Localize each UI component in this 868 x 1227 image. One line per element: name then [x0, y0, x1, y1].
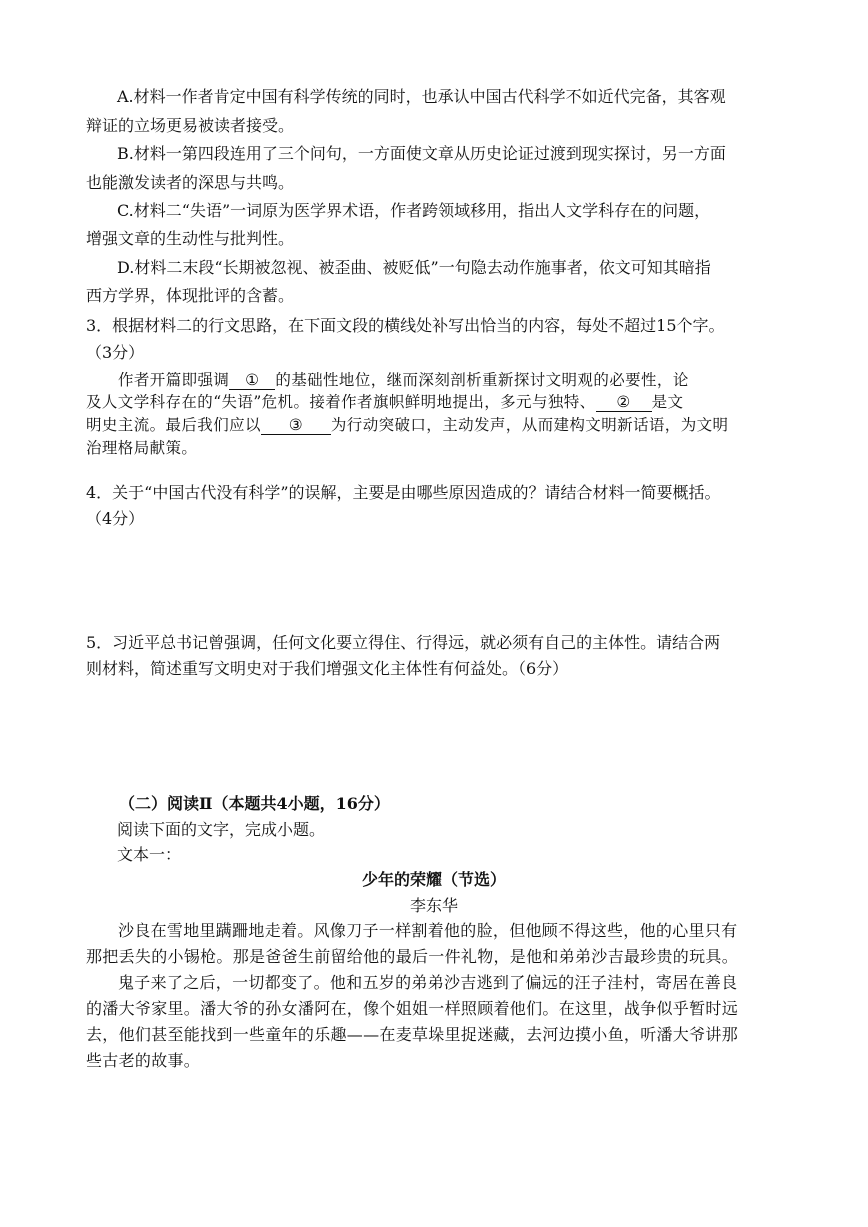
question-4-score: （4分）	[86, 509, 145, 528]
q3-text: 是文	[651, 393, 684, 411]
option-b-line-2: 也能激发读者的深思与共鸣。	[86, 173, 295, 192]
option-a-line-2: 辩证的立场更易被读者接受。	[86, 116, 295, 135]
text-one-label: 文本一：	[117, 845, 182, 864]
q3-passage-line-1	[118, 369, 689, 391]
question-5-line-1: 5．习近平总书记曾强调，任何文化要立得住、行得远，就必须有自己的主体性。请结合两	[86, 633, 721, 652]
option-d-line-2: 西方学界，体现批评的含蓄。	[86, 286, 295, 305]
question-3-score: （3分）	[86, 343, 145, 362]
fill-blank-3[interactable]: ③	[261, 416, 331, 435]
fill-blank-1[interactable]: ①	[229, 371, 275, 390]
question-5-line-2: 则材料，简述重写文明史对于我们增强文化主体性有何益处。（6分）	[86, 659, 569, 678]
q3-passage-line-4: 治理格局献策。	[86, 439, 198, 457]
story-author: 李东华	[409, 896, 458, 915]
option-d-line-1: D.材料二末段“长期被忽视、被歪曲、被贬低”一句隐去动作施事者，依文可知其暗指	[117, 258, 711, 277]
q3-text: 及人文学科存在的“失语”危机。接着作者旗帜鲜明地提出，多元与独特、	[86, 393, 596, 411]
section-2-instruction: 阅读下面的文字，完成小题。	[117, 820, 326, 839]
q3-passage-line-2	[86, 391, 683, 413]
question-3-stem: 3．根据材料二的行文思路，在下面文段的横线处补写出恰当的内容，每处不超过15个字。	[86, 316, 725, 335]
q3-text: 明史主流。最后我们应以	[86, 416, 261, 434]
story-title: 少年的荣耀（节选）	[361, 870, 506, 889]
q3-text: 作者开篇即强调	[118, 371, 230, 389]
story-line-4: 的潘大爷家里。潘大爷的孙女潘阿在，像个姐姐一样照顾着他们。在这里，战争似乎暂时远	[86, 999, 739, 1018]
story-line-3: 鬼子来了之后，一切都变了。他和五岁的弟弟沙吉逃到了偏远的汪子洼村，寄居在善良	[118, 973, 738, 992]
section-2-heading: （二）阅读Ⅱ（本题共4小题，16分）	[119, 794, 390, 813]
story-line-5: 去，他们甚至能找到一些童年的乐趣——在麦草垛里捉迷藏，去河边摸小鱼，听潘大爷讲那	[86, 1025, 739, 1044]
story-line-6: 些古老的故事。	[86, 1051, 201, 1070]
fill-blank-2[interactable]: ②	[596, 393, 652, 412]
option-c-line-2: 增强文章的生动性与批判性。	[86, 229, 295, 248]
q3-text: 为行动突破口，主动发声，从而建构文明新话语，为文明	[330, 416, 729, 434]
story-line-2: 那把丢失的小锡枪。那是爸爸生前留给他的最后一件礼物，是他和弟弟沙吉最珍贵的玩具。	[86, 947, 739, 966]
option-b-line-1: B.材料一第四段连用了三个问句，一方面使文章从历史论证过渡到现实探讨，另一方面	[117, 144, 726, 163]
q3-passage-line-3	[86, 414, 728, 436]
q3-text: 的基础性地位，继而深刻剖析重新探讨文明观的必要性，论	[275, 371, 689, 389]
option-a-line-1: A.材料一作者肯定中国有科学传统的同时，也承认中国古代科学不如近代完备，其客观	[117, 87, 726, 106]
question-4-stem: 4．关于“中国古代没有科学”的误解，主要是由哪些原因造成的？请结合材料一简要概括。	[86, 483, 721, 502]
story-line-1: 沙良在雪地里蹒跚地走着。风像刀子一样割着他的脸，但他顾不得这些，他的心里只有	[118, 921, 738, 940]
option-c-line-1: C.材料二“失语”一词原为医学界术语，作者跨领域移用，指出人文学科存在的问题，	[117, 201, 711, 220]
